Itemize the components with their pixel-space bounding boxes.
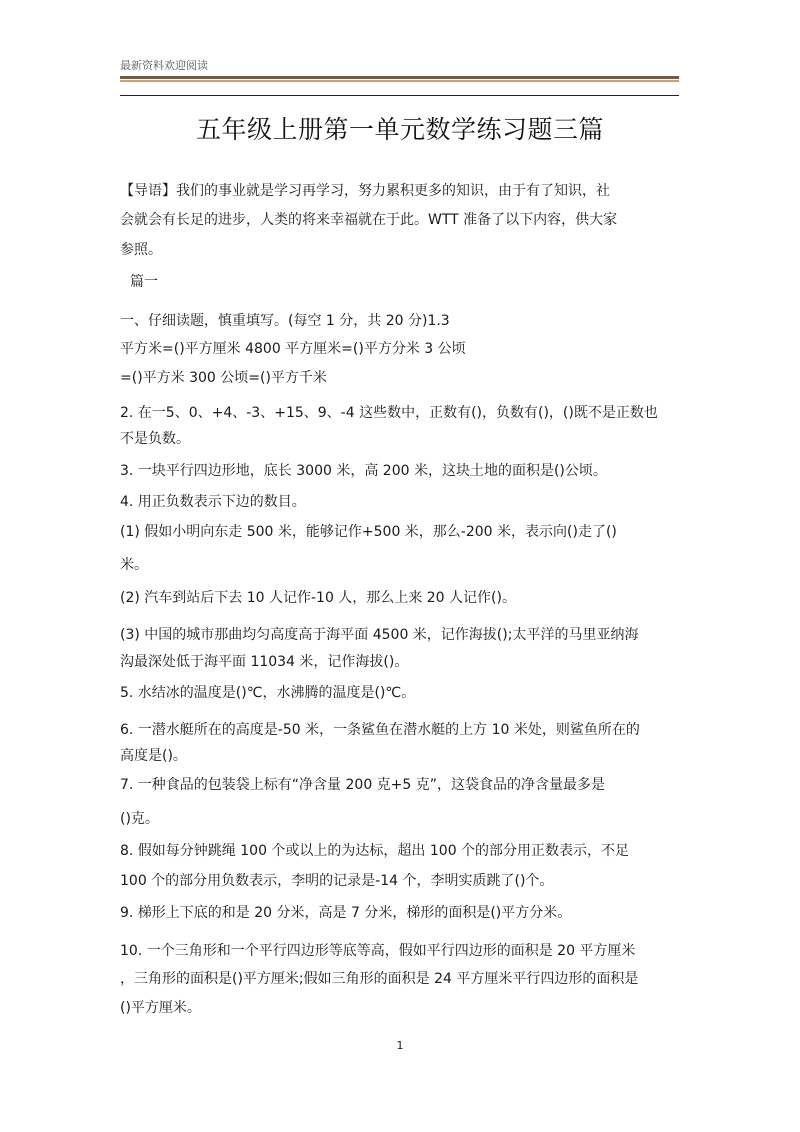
section-label: 篇一 bbox=[130, 274, 158, 290]
page-number: 1 bbox=[396, 1039, 404, 1052]
intro-line: 参照。 bbox=[120, 242, 162, 258]
document-title: 五年级上册第一单元数学练习题三篇 bbox=[195, 115, 604, 144]
question-line: (1) 假如小明向东走 500 米，能够记作+500 米，那么-200 米，表示向()走了() bbox=[120, 524, 617, 540]
question-line: 不是负数。 bbox=[120, 431, 190, 447]
question-line: 3. 一块平行四边形地，底长 3000 米，高 200 米，这块土地的面积是()公顷。 bbox=[120, 463, 607, 479]
question-line: 4. 用正负数表示下边的数目。 bbox=[120, 494, 306, 510]
question-line: (2) 汽车到站后下去 10 人记作-10 人，那么上来 20 人记作()。 bbox=[120, 590, 516, 606]
question-line: 2. 在一5、0、+4、-3、+15、9、-4 这些数中，正数有()，负数有()，()既不是正数也 bbox=[120, 405, 658, 421]
question-line: 米。 bbox=[120, 557, 148, 573]
question-line: =()平方米 300 公顷=()平方千米 bbox=[120, 370, 327, 386]
question-line: 沟最深处低于海平面 11034 米，记作海拔()。 bbox=[120, 654, 409, 670]
question-line: 100 个的部分用负数表示，李明的记录是-14 个，李明实质跳了()个。 bbox=[120, 873, 554, 889]
question-line: 5. 水结冰的温度是()℃，水沸腾的温度是()℃。 bbox=[120, 685, 416, 701]
question-line: 平方米=()平方厘米 4800 平方厘米=()平方分米 3 公顷 bbox=[120, 341, 466, 357]
intro-line: 【导语】我们的事业就是学习再学习，努力累积更多的知识，由于有了知识，社 bbox=[120, 183, 610, 199]
question-line: 6. 一潜水艇所在的高度是-50 米，一条鲨鱼在潜水艇的上方 10 米处，则鲨鱼所在的 bbox=[120, 722, 640, 738]
question-line: ()克。 bbox=[120, 811, 159, 827]
question-line: 7. 一种食品的包装袋上标有“净含量 200 克+5 克”，这袋食品的净含量最多是 bbox=[120, 777, 606, 793]
question-line: 一、仔细读题，慎重填写。(每空 1 分，共 20 分)1.3 bbox=[120, 313, 450, 329]
intro-line: 会就会有长足的进步，人类的将来幸福就在于此。WTT 准备了以下内容，供大家 bbox=[120, 212, 618, 228]
running-header: 最新资料欢迎阅读 bbox=[120, 59, 208, 72]
question-line: ，三角形的面积是()平方厘米;假如三角形的面积是 24 平方厘米平行四边形的面积是 bbox=[120, 971, 639, 987]
header-rule-accent bbox=[120, 80, 679, 82]
question-line: ()平方厘米。 bbox=[120, 1000, 201, 1016]
question-line: 高度是()。 bbox=[120, 748, 187, 764]
header-rule-thick bbox=[120, 76, 679, 79]
header-rule-thin bbox=[120, 95, 679, 96]
question-line: 9. 梯形上下底的和是 20 分米，高是 7 分米，梯形的面积是()平方分米。 bbox=[120, 905, 572, 921]
question-line: 8. 假如每分钟跳绳 100 个或以上的为达标，超出 100 个的部分用正数表示，不足 bbox=[120, 843, 630, 859]
question-line: 10. 一个三角形和一个平行四边形等底等高，假如平行四边形的面积是 20 平方厘米 bbox=[120, 943, 636, 959]
question-line: (3) 中国的城市那曲均匀高度高于海平面 4500 米，记作海拔();太平洋的马里亚纳海 bbox=[120, 627, 639, 643]
